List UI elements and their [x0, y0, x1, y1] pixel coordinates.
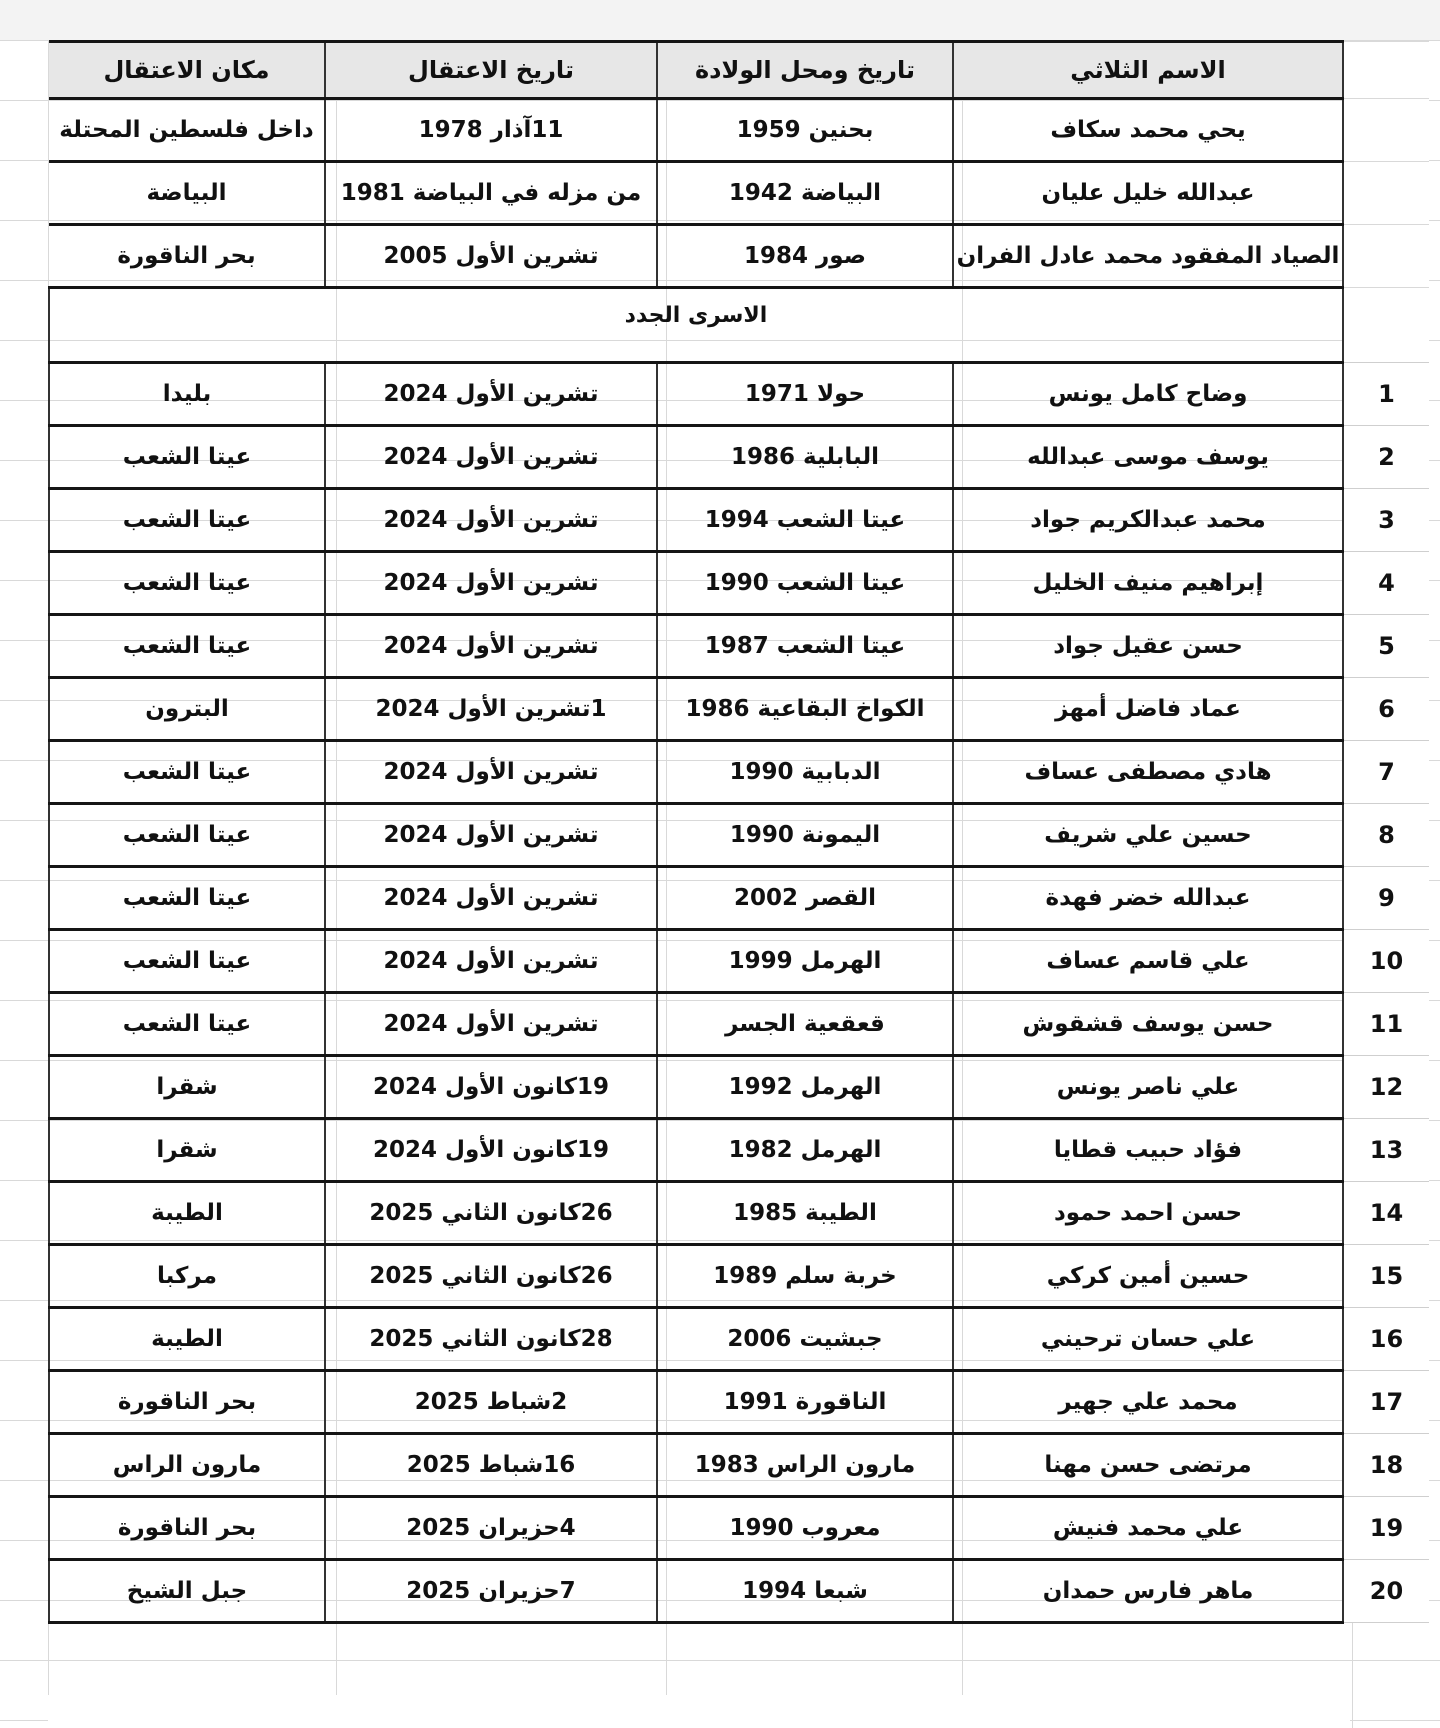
name-cell: محمد علي جهير	[953, 1371, 1343, 1434]
table-row	[49, 993, 1429, 1056]
number-cell: 16	[1343, 1308, 1429, 1371]
header-arrest-place: مكان الاعتقال	[49, 42, 325, 99]
number-cell: 20	[1343, 1560, 1429, 1623]
arrest-place-cell: بحر الناقورة	[49, 225, 325, 288]
arrest-place-cell: عيتا الشعب	[49, 741, 325, 804]
arrest-date-cell: تشرين الأول 2024	[325, 489, 657, 552]
gridline	[0, 1660, 1440, 1661]
arrest-place-cell: بحر الناقورة	[49, 1371, 325, 1434]
arrest-place-cell: عيتا الشعب	[49, 615, 325, 678]
birth-cell: خربة سلم 1989	[657, 1245, 953, 1308]
arrest-date-cell: 7حزيران 2025	[325, 1560, 657, 1623]
birth-cell: اليمونة 1990	[657, 804, 953, 867]
arrest-date-cell: تشرين الأول 2024	[325, 615, 657, 678]
name-cell: حسن عقيل جواد	[953, 615, 1343, 678]
number-cell: 12	[1343, 1056, 1429, 1119]
arrest-place-cell: الطيبة	[49, 1182, 325, 1245]
birth-cell: الهرمل 1999	[657, 930, 953, 993]
name-cell: ماهر فارس حمدان	[953, 1560, 1343, 1623]
table-row	[49, 930, 1429, 993]
name-cell: يحي محمد سكاف	[953, 99, 1343, 162]
number-cell: 10	[1343, 930, 1429, 993]
number-cell: 2	[1343, 426, 1429, 489]
number-cell: 18	[1343, 1434, 1429, 1497]
birth-cell: عيتا الشعب 1994	[657, 489, 953, 552]
name-cell: الصياد المفقود محمد عادل الفران	[953, 225, 1343, 288]
arrest-date-cell: 19كانون الأول 2024	[325, 1119, 657, 1182]
header-number	[1343, 42, 1429, 99]
arrest-date-cell: تشرين الأول 2005	[325, 225, 657, 288]
arrest-date-cell: تشرين الأول 2024	[325, 804, 657, 867]
arrest-place-cell: شقرا	[49, 1119, 325, 1182]
number-cell: 15	[1343, 1245, 1429, 1308]
birth-cell: البابلية 1986	[657, 426, 953, 489]
table-row	[49, 1560, 1429, 1623]
arrest-place-cell: عيتا الشعب	[49, 426, 325, 489]
arrest-place-cell: عيتا الشعب	[49, 489, 325, 552]
name-cell: علي حسان ترحيني	[953, 1308, 1343, 1371]
arrest-date-cell: 16شباط 2025	[325, 1434, 657, 1497]
arrest-place-cell: عيتا الشعب	[49, 993, 325, 1056]
number-cell: 14	[1343, 1182, 1429, 1245]
table-row	[49, 363, 1429, 426]
arrest-date-cell: 11آذار 1978	[325, 99, 657, 162]
arrest-place-cell: البياضة	[49, 162, 325, 225]
arrest-date-cell: 1تشرين الأول 2024	[325, 678, 657, 741]
birth-cell: الهرمل 1992	[657, 1056, 953, 1119]
table-row	[49, 1245, 1429, 1308]
birth-cell: الدبابية 1990	[657, 741, 953, 804]
birth-cell: صور 1984	[657, 225, 953, 288]
prisoners-table	[48, 40, 1429, 1624]
header-row	[49, 42, 1429, 99]
number-cell: 4	[1343, 552, 1429, 615]
arrest-place-cell: جبل الشيخ	[49, 1560, 325, 1623]
name-cell: علي ناصر يونس	[953, 1056, 1343, 1119]
birth-cell: البياضة 1942	[657, 162, 953, 225]
name-cell: فؤاد حبيب قطايا	[953, 1119, 1343, 1182]
birth-cell: شبعا 1994	[657, 1560, 953, 1623]
birth-cell: الناقورة 1991	[657, 1371, 953, 1434]
header-birth: تاريخ ومحل الولادة	[657, 42, 953, 99]
number-cell: 1	[1343, 363, 1429, 426]
name-cell: محمد عبدالكريم جواد	[953, 489, 1343, 552]
number-cell: 3	[1343, 489, 1429, 552]
top-margin	[0, 0, 1440, 40]
arrest-date-cell: تشرين الأول 2024	[325, 867, 657, 930]
number-cell: 5	[1343, 615, 1429, 678]
arrest-date-cell: تشرين الأول 2024	[325, 552, 657, 615]
arrest-date-cell: من مزله في البياضة 1981	[325, 162, 657, 225]
birth-cell: عيتا الشعب 1987	[657, 615, 953, 678]
number-cell	[1343, 225, 1429, 288]
arrest-place-cell: مارون الراس	[49, 1434, 325, 1497]
arrest-place-cell: عيتا الشعب	[49, 930, 325, 993]
table-row	[49, 552, 1429, 615]
name-cell: هادي مصطفى عساف	[953, 741, 1343, 804]
birth-cell: مارون الراس 1983	[657, 1434, 953, 1497]
number-cell: 6	[1343, 678, 1429, 741]
arrest-place-cell: عيتا الشعب	[49, 867, 325, 930]
name-cell: حسين علي شريف	[953, 804, 1343, 867]
name-cell: عبدالله خضر فهدة	[953, 867, 1343, 930]
birth-cell: حولا 1971	[657, 363, 953, 426]
table-row	[49, 1497, 1429, 1560]
table-row	[49, 678, 1429, 741]
table-row	[49, 489, 1429, 552]
table-row	[49, 867, 1429, 930]
arrest-date-cell: تشرين الأول 2024	[325, 741, 657, 804]
arrest-place-cell: الطيبة	[49, 1308, 325, 1371]
number-cell: 13	[1343, 1119, 1429, 1182]
arrest-place-cell: عيتا الشعب	[49, 804, 325, 867]
arrest-date-cell: تشرين الأول 2024	[325, 363, 657, 426]
table-row	[49, 615, 1429, 678]
arrest-place-cell: شقرا	[49, 1056, 325, 1119]
table-row	[49, 1119, 1429, 1182]
name-cell: عماد فاضل أمهز	[953, 678, 1343, 741]
name-cell: حسن يوسف قشقوش	[953, 993, 1343, 1056]
number-cell	[1343, 99, 1429, 162]
table-row	[49, 99, 1429, 162]
name-cell: علي قاسم عساف	[953, 930, 1343, 993]
arrest-date-cell: تشرين الأول 2024	[325, 993, 657, 1056]
arrest-date-cell: تشرين الأول 2024	[325, 426, 657, 489]
birth-cell: قعقعية الجسر	[657, 993, 953, 1056]
number-cell: 9	[1343, 867, 1429, 930]
table-row	[49, 162, 1429, 225]
table-row	[49, 1371, 1429, 1434]
name-cell: حسن احمد حمود	[953, 1182, 1343, 1245]
arrest-date-cell: 26كانون الثاني 2025	[325, 1182, 657, 1245]
number-cell: 11	[1343, 993, 1429, 1056]
arrest-place-cell: مركبا	[49, 1245, 325, 1308]
birth-cell: الطيبة 1985	[657, 1182, 953, 1245]
birth-cell: بحنين 1959	[657, 99, 953, 162]
birth-cell: جبشيت 2006	[657, 1308, 953, 1371]
section-title: الاسرى الجدد	[49, 288, 1343, 363]
name-cell: مرتضى حسن مهنا	[953, 1434, 1343, 1497]
table-row	[49, 225, 1429, 288]
bottom-blank-row	[48, 1695, 1350, 1728]
section-row	[49, 288, 1429, 363]
table-row	[49, 804, 1429, 867]
arrest-place-cell: بحر الناقورة	[49, 1497, 325, 1560]
table-row	[49, 426, 1429, 489]
table-row	[49, 1182, 1429, 1245]
birth-cell: معروب 1990	[657, 1497, 953, 1560]
table-row	[49, 1308, 1429, 1371]
number-cell: 17	[1343, 1371, 1429, 1434]
birth-cell: الكواخ البقاعية 1986	[657, 678, 953, 741]
header-name: الاسم الثلاثي	[953, 42, 1343, 99]
number-cell	[1343, 162, 1429, 225]
name-cell: إبراهيم منيف الخليل	[953, 552, 1343, 615]
name-cell: وضاح كامل يونس	[953, 363, 1343, 426]
arrest-place-cell: البترون	[49, 678, 325, 741]
name-cell: يوسف موسى عبدالله	[953, 426, 1343, 489]
arrest-date-cell: 26كانون الثاني 2025	[325, 1245, 657, 1308]
arrest-date-cell: 19كانون الأول 2024	[325, 1056, 657, 1119]
number-cell: 8	[1343, 804, 1429, 867]
name-cell: حسين أمين كركي	[953, 1245, 1343, 1308]
name-cell: عبدالله خليل عليان	[953, 162, 1343, 225]
table-row	[49, 1434, 1429, 1497]
name-cell: علي محمد فنيش	[953, 1497, 1343, 1560]
arrest-date-cell: 4حزيران 2025	[325, 1497, 657, 1560]
header-arrest-date: تاريخ الاعتقال	[325, 42, 657, 99]
number-cell: 19	[1343, 1497, 1429, 1560]
arrest-place-cell: بليدا	[49, 363, 325, 426]
arrest-date-cell: 2شباط 2025	[325, 1371, 657, 1434]
birth-cell: القصر 2002	[657, 867, 953, 930]
arrest-place-cell: عيتا الشعب	[49, 552, 325, 615]
number-cell	[1343, 288, 1429, 363]
birth-cell: الهرمل 1982	[657, 1119, 953, 1182]
table-row	[49, 1056, 1429, 1119]
arrest-date-cell: 28كانون الثاني 2025	[325, 1308, 657, 1371]
table-row	[49, 741, 1429, 804]
arrest-place-cell: داخل فلسطين المحتلة	[49, 99, 325, 162]
birth-cell: عيتا الشعب 1990	[657, 552, 953, 615]
arrest-date-cell: تشرين الأول 2024	[325, 930, 657, 993]
number-cell: 7	[1343, 741, 1429, 804]
